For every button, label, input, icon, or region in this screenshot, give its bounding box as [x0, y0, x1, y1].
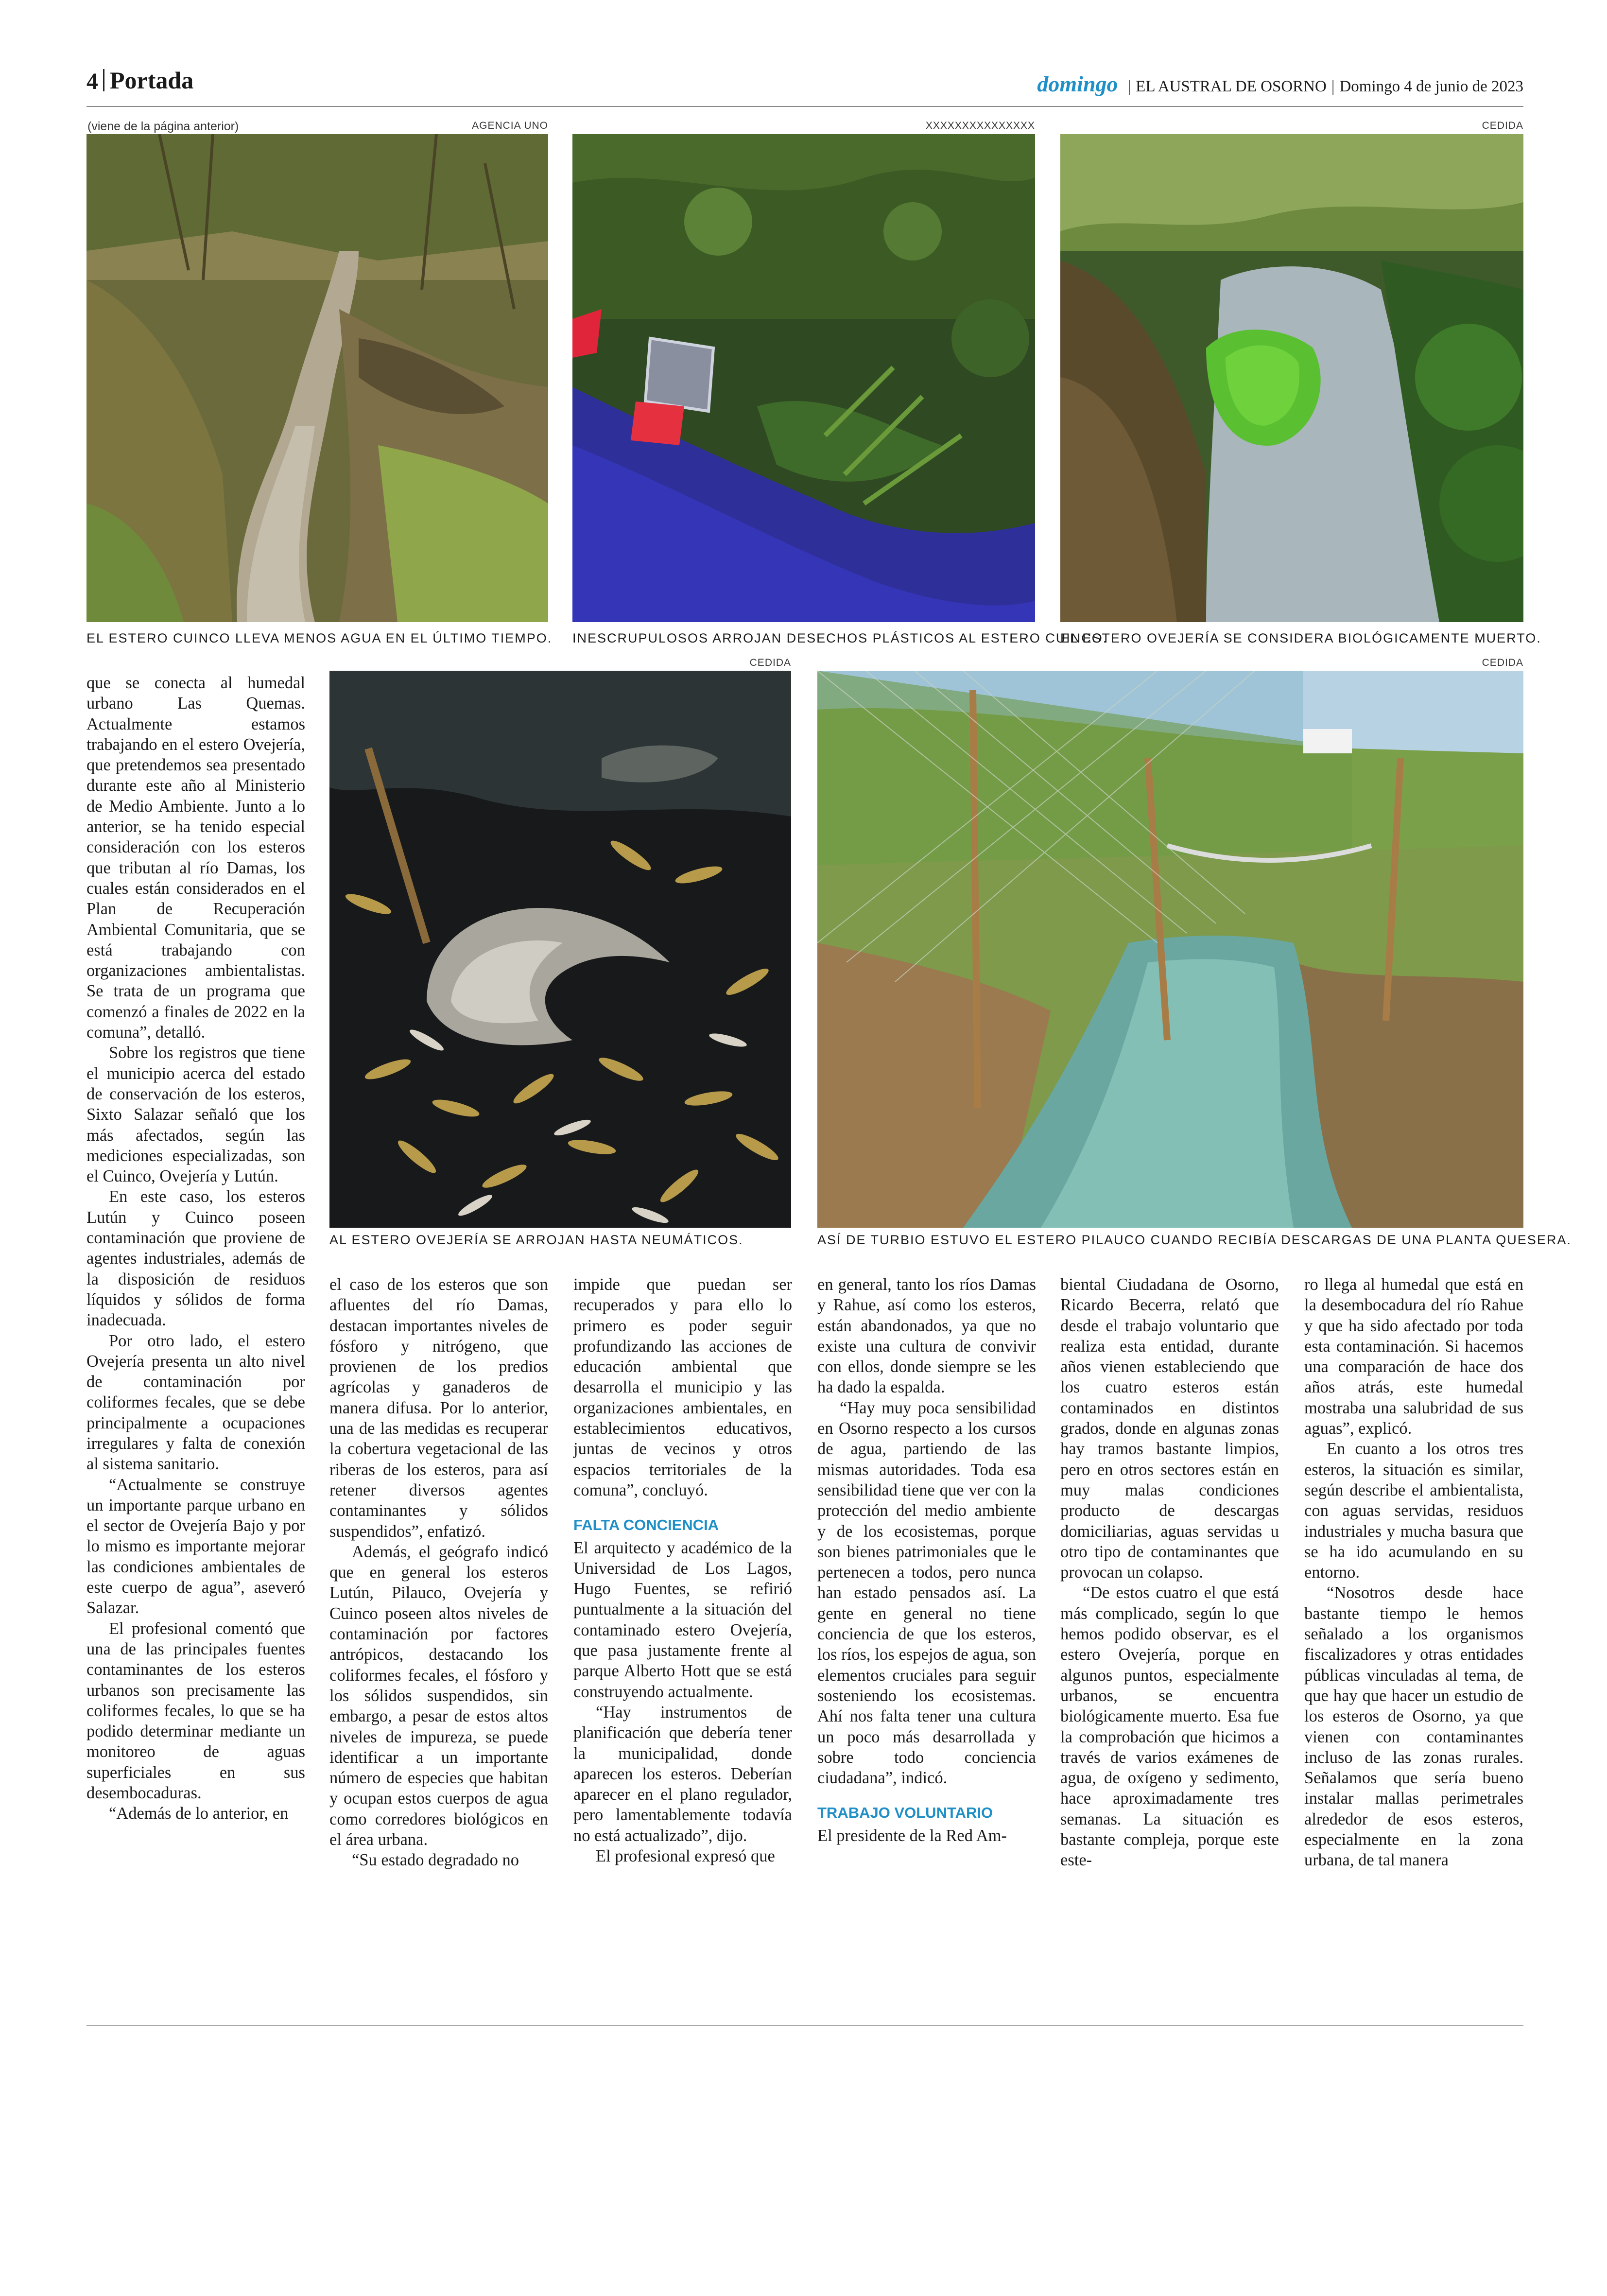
paragraph: En cuanto a los otros tres esteros, la situación es similar, según describe el ambientalista, con aguas servidas, residuos industriales y mucha basura que se ha ido acumulando en su entorno. — [1304, 1440, 1523, 1582]
issue-date: Domingo 4 de junio de 2023 — [1339, 78, 1523, 95]
paragraph: impide que puedan ser recuperados y para ello lo primero es poder seguir profundizando las acciones de educación ambiental que desarrolla el municipio y las organizaciones ambientales, en establecimientos educativos, juntas de vecinos y otros espacios territoriales de la comuna”, concluyó. — [573, 1275, 792, 1499]
article-column-3 — [573, 1274, 792, 1866]
photo-caption: INESCRUPULOSOS ARROJAN DESECHOS PLÁSTICOS AL ESTERO CUINCO. — [572, 631, 1108, 645]
paragraph: que se conecta al humedal urbano Las Quemas. Actualmente estamos trabajando en el estero Ovejería, que pretendemos sea presentado durante este año al Ministerio de Medio Ambiente. Junto a lo anterior, se ha tenido especial consideración con los esteros que tributan al río Damas, los cuales están considerados en el Plan de Recuperación Ambiental Comunitaria, que se está trabajando con organizaciones ambientalistas. Se trata de un programa que comenzó a finales de 2022 en la comuna”, detalló. — [86, 674, 305, 1042]
paragraph: ro llega al humedal que está en la desembocadura del río Rahue y que ha sido afectado por toda esta contaminación. Si hacemos una comparación de hace dos años atrás, este humedal mostraba una salubridad de sus aguas”, explicó. — [1304, 1275, 1523, 1438]
paragraph: Por otro lado, el estero Ovejería presenta un alto nivel de contaminación por coliformes fecales, que se debe principalmente a ocupaciones irregulares y falta de conexión al sistema sanitario. — [86, 1331, 305, 1474]
masthead-separator: | — [1331, 78, 1335, 95]
masthead-separator: | — [1127, 78, 1131, 95]
article-column-2 — [329, 1274, 548, 1871]
paragraph: en general, tanto los ríos Damas y Rahue, así como los esteros, están abandonados, ya que no existe una cultura de convivir con ellos, donde siempre se les ha dado la espalda. — [817, 1275, 1036, 1397]
paragraph: El profesional expresó que — [596, 1847, 775, 1866]
masthead — [1037, 71, 1523, 97]
page-number: 4 — [86, 69, 98, 94]
header-rule — [86, 106, 1523, 107]
paragraph: “Su estado degradado no — [352, 1851, 519, 1870]
footer-rule — [86, 2025, 1523, 2026]
paragraph: En este caso, los esteros Lutún y Cuinco poseen contaminación que proviene de agentes industriales, además de la disposición de residuos líquidos y sólidos de forma inadecuada. — [86, 1187, 305, 1330]
photo-caption: EL ESTERO OVEJERÍA SE CONSIDERA BIOLÓGICAMENTE MUERTO. — [1060, 631, 1541, 645]
article-column-6 — [1304, 1274, 1523, 1871]
paragraph: “De estos cuatro el que está más complicado, según lo que hemos podido observar, es el estero Ovejería, porque en algunos puntos, especialmente urbanos, se encuentra biológicamente muerto. Esa fue la comprobación que hicimos a través de varios exámenes de agua, de oxígeno y sedimento, hace aproximadamente tres semanas. La situación es bastante compleja, porque este este- — [1060, 1583, 1279, 1870]
photo-credit: AGENCIA UNO — [472, 120, 548, 131]
paragraph: El arquitecto y académico de la Universidad de Los Lagos, Hugo Fuentes, se refirió puntualmente a la situación del contaminado estero Ovejería, que pasa justamente frente al parque Alberto Hott que se está construyendo actualmente. — [573, 1538, 792, 1701]
article-column-1 — [86, 673, 305, 1824]
subheading-trabajo-voluntario: TRABAJO VOLUNTARIO — [817, 1804, 993, 1822]
photo-plastic-waste — [572, 134, 1035, 622]
article-column-4 — [817, 1274, 1036, 1846]
brand-logo: domingo — [1037, 71, 1118, 96]
paragraph: “Además de lo anterior, en — [109, 1804, 289, 1823]
photo-estero-pilauco — [817, 671, 1523, 1228]
section-title: Portada — [110, 67, 194, 94]
photo-estero-cuinco — [86, 134, 548, 622]
paragraph: Además, el geógrafo indicó que en general los esteros Lutún, Pilauco, Ovejería y Cuinco poseen altos niveles de contaminación por factores antrópicos, destacando los coliformes fecales, el fósforo y los sólidos suspendidos, sin embargo, a pesar de estos altos niveles de impureza, se puede identificar a un importante número de especies que habitan y ocupan estos cuerpos de agua como corredores biológicos en el área urbana. — [329, 1542, 548, 1849]
paragraph: El presidente de la Red Am- — [817, 1826, 1007, 1845]
continued-note: (viene de la página anterior) — [87, 120, 239, 133]
paragraph: Sobre los registros que tiene el municipio acerca del estado de conservación de los esteros, Sixto Salazar señaló que los más afectados, según las mediciones especializadas, son el Cuinco, Ovejería y Lutún. — [86, 1044, 305, 1186]
header-divider — [103, 69, 104, 91]
photo-credit: CEDIDA — [1482, 657, 1523, 668]
photo-credit: XXXXXXXXXXXXXXX — [925, 120, 1035, 131]
paragraph: El profesional comentó que una de las principales fuentes contaminantes de los esteros urbanos son precisamente las coliformes fecales, lo que se ha podido determinar mediante un monitoreo de aguas superficiales en sus desembocaduras. — [86, 1619, 305, 1803]
photo-caption: ASÍ DE TURBIO ESTUVO EL ESTERO PILAUCO CUANDO RECIBÍA DESCARGAS DE UNA PLANTA QUESERA. — [817, 1233, 1572, 1247]
photo-caption: AL ESTERO OVEJERÍA SE ARROJAN HASTA NEUMÁTICOS. — [329, 1233, 743, 1247]
photo-estero-ovejeria — [1060, 134, 1523, 622]
newspaper-name: EL AUSTRAL DE OSORNO — [1136, 78, 1327, 95]
paragraph: “Hay instrumentos de planificación que debería tener la municipalidad, donde aparecen los esteros. Deberían aparecer en el plano regulador, pero lamentablemente todavía no está actualizado”, dijo. — [573, 1703, 792, 1845]
paragraph: biental Ciudadana de Osorno, Ricardo Becerra, relató que desde el trabajo voluntario que realiza esta entidad, durante años vienen estableciendo que los cuatro esteros están contaminados en distintos grados, donde en algunas zonas hay tramos bastante limpios, pero en otros sectores están en muy malas condiciones producto de descargas domiciliarias, aguas servidas u otro tipo de contaminantes que provocan un colapso. — [1060, 1275, 1279, 1582]
photo-credit: CEDIDA — [1482, 120, 1523, 131]
photo-caption: EL ESTERO CUINCO LLEVA MENOS AGUA EN EL ÚLTIMO TIEMPO. — [86, 631, 553, 645]
paragraph: “Actualmente se construye un importante parque urbano en el sector de Ovejería Bajo y por lo mismo es importante mejorar las condiciones ambientales de este cuerpo de agua”, aseveró Salazar. — [86, 1475, 305, 1618]
article-column-5 — [1060, 1274, 1279, 1871]
paragraph: “Hay muy poca sensibilidad en Osorno respecto a los cursos de agua, partiendo de las mismas autoridades. Toda esa sensibilidad tiene que ver con la protección del medio ambiente y de los ecosistemas, porque son bienes patrimoniales que le pertenecen a todos, pero nunca han estado pensados así. La gente en general no tiene conciencia de que los esteros, los ríos, los espejos de agua, son elementos cruciales para seguir sosteniendo los ecosistemas. Ahí nos falta tener una cultura un poco más desarrollada y sobre todo conciencia ciudadana”, indicó. — [817, 1398, 1036, 1788]
photo-credit: CEDIDA — [749, 657, 791, 668]
subheading-falta-conciencia: FALTA CONCIENCIA — [573, 1516, 719, 1534]
paragraph: “Nosotros desde hace bastante tiempo le hemos señalado a los organismos fiscalizadores y otras entidades públicas vinculadas al tema, de que hay que hacer un estudio de los esteros de Osorno, ya que vienen con contaminantes incluso de las zonas rurales. Señalamos que sería bueno instalar mallas perimetrales alrededor de esos esteros, especialmente en la zona urbana, de tal manera — [1304, 1583, 1523, 1870]
paragraph: el caso de los esteros que son afluentes del río Damas, destacan importantes niveles de fósforo y nitrógeno, que provienen de los predios agrícolas y ganaderos de manera difusa. Por lo anterior, una de las medidas es recuperar la cobertura vegetacional de las riberas de los esteros, para así retener diversos agentes contaminantes y sólidos suspendidos”, enfatizó. — [329, 1275, 548, 1541]
photo-tire-in-estero — [329, 671, 791, 1228]
